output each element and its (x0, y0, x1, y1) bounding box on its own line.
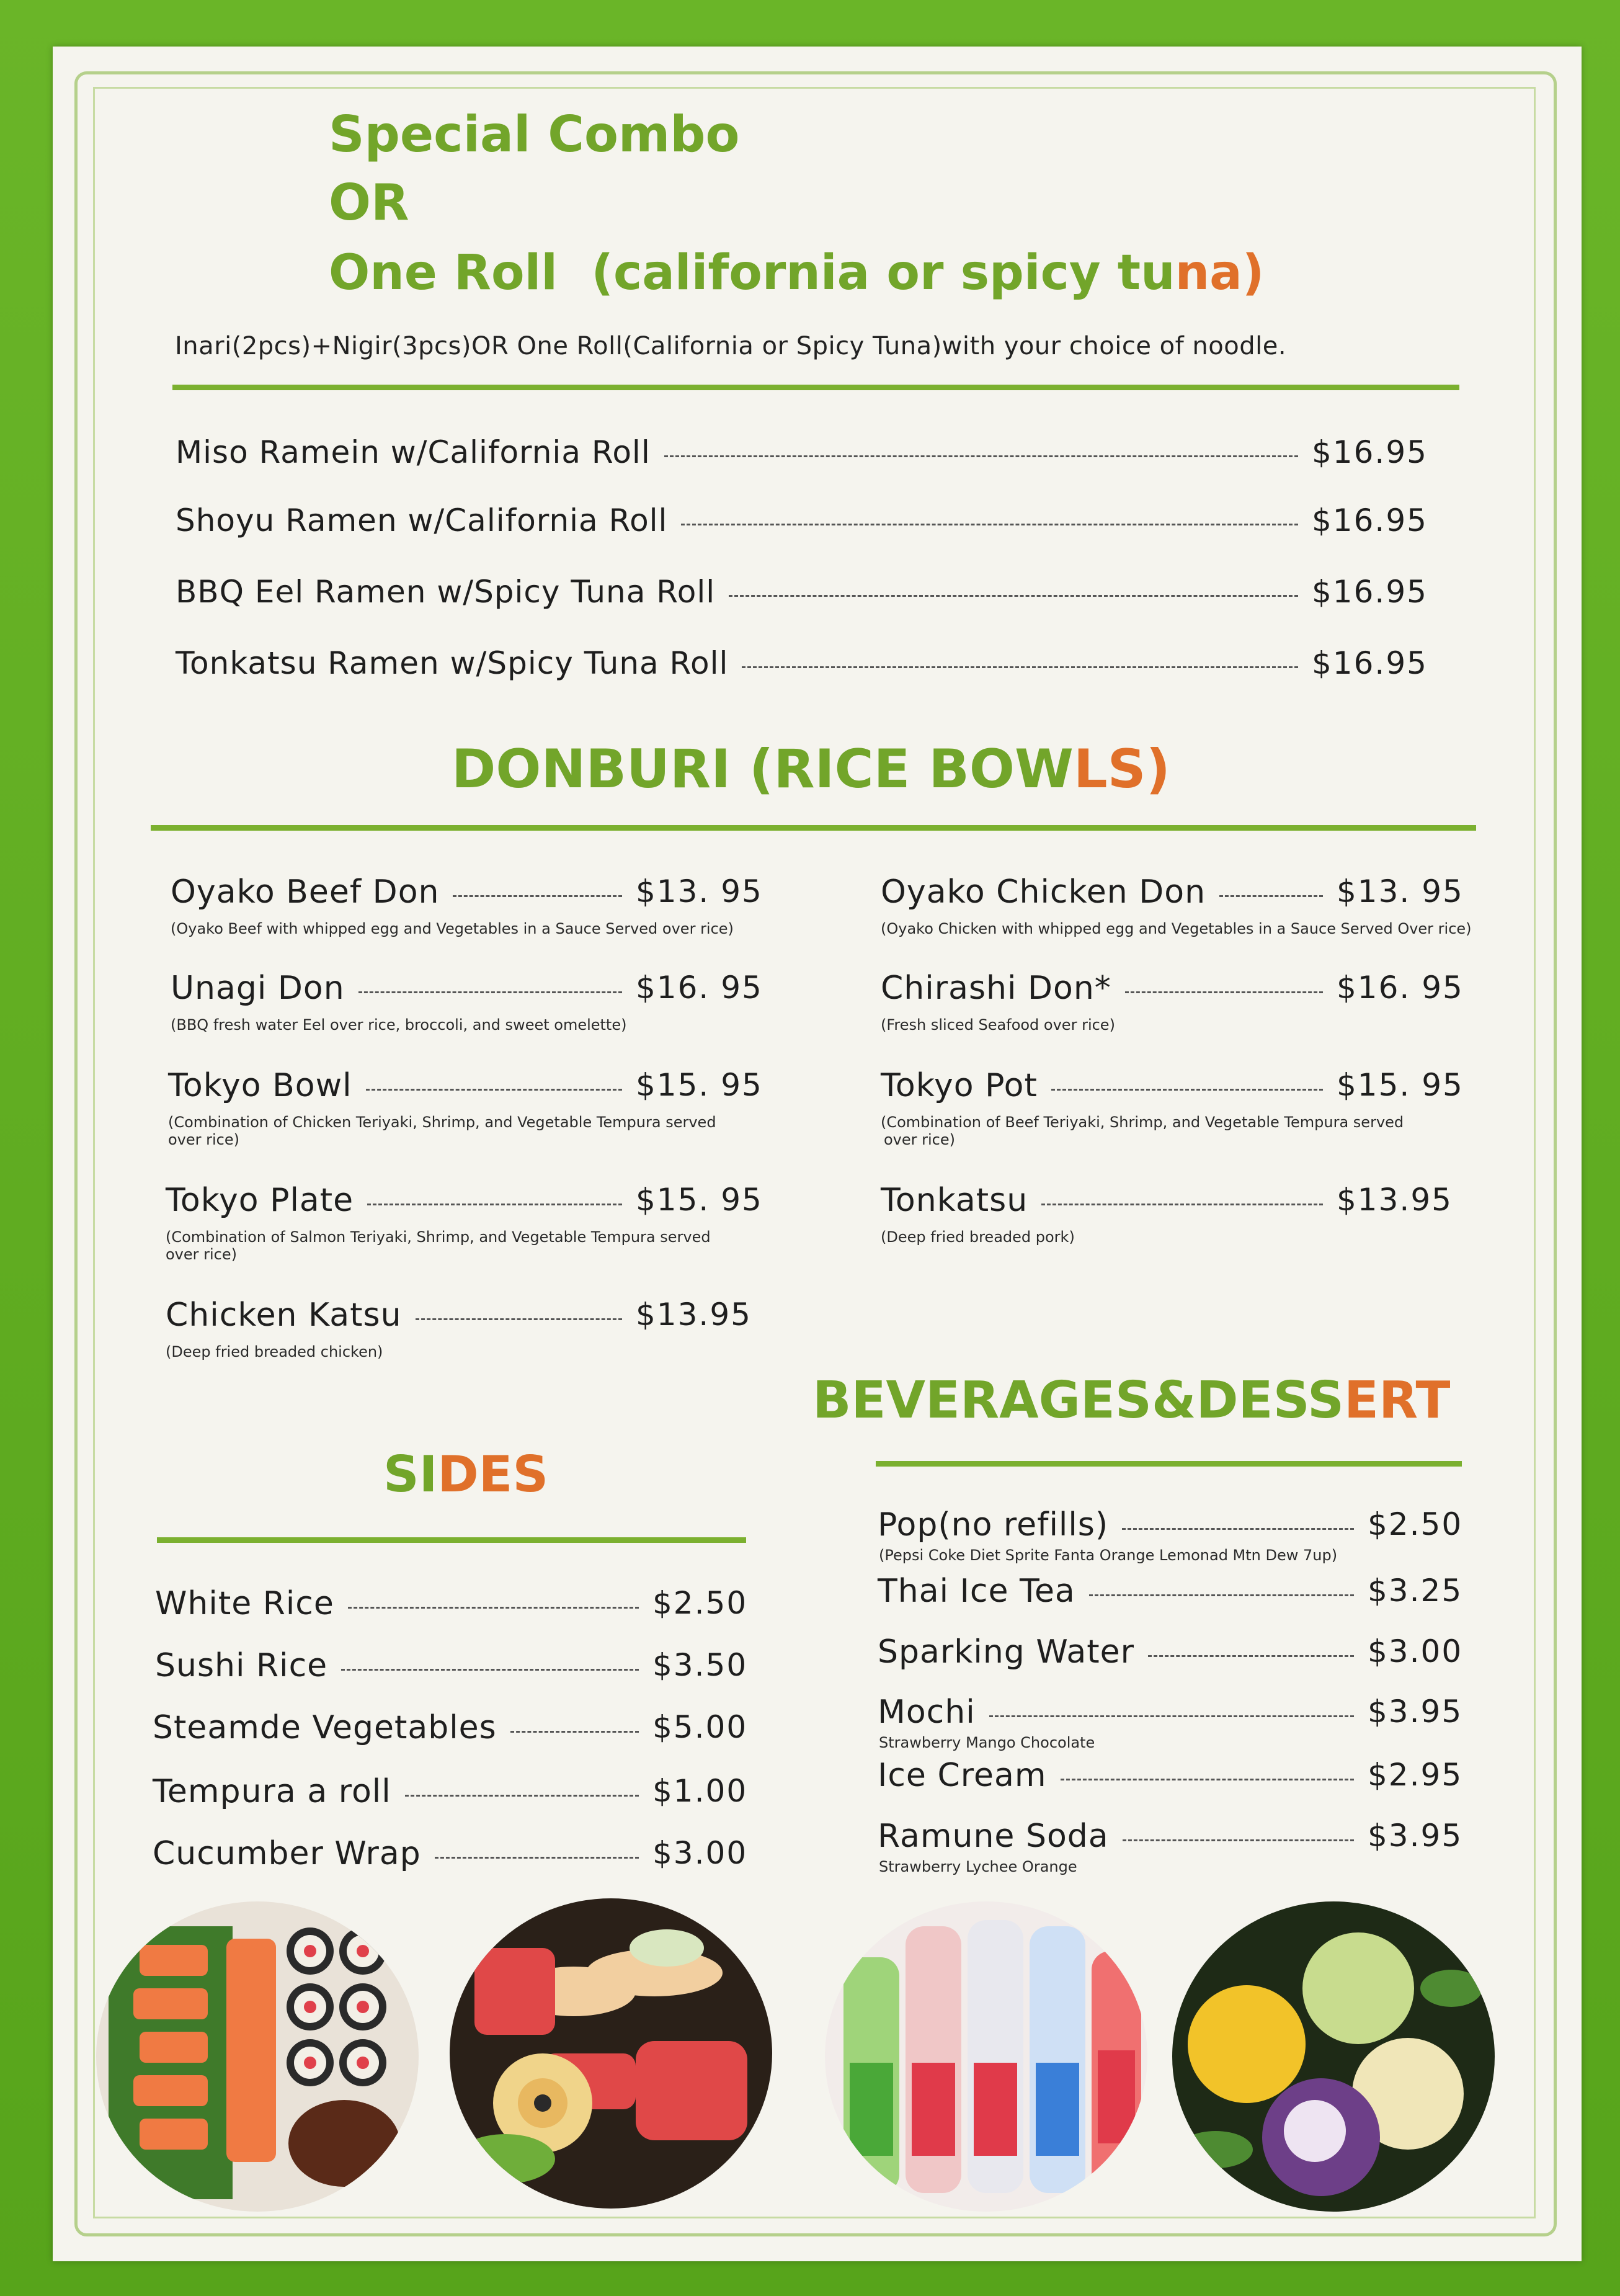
sides-item-2-name: Sushi Rice (155, 1647, 328, 1684)
donburi-left-item-2-dash-leader (358, 991, 622, 993)
donburi-right-item-1-name: Oyako Chicken Don (881, 873, 1206, 911)
beverages-item-5-name: Ice Cream (878, 1757, 1047, 1794)
sides-item-1-name: White Rice (155, 1585, 334, 1622)
donburi-right-item-4-price: $13.95 (1337, 1182, 1453, 1218)
combo-subtitle: Inari(2pcs)+Nigir(3pcs)OR One Roll(California or Spicy Tuna)with your choice of noodle. (175, 332, 1287, 360)
donburi-left-item-5-price: $13.95 (636, 1297, 752, 1333)
sushi-platter-photo (96, 1901, 419, 2212)
donburi-right-item-1-price: $13. 95 (1337, 873, 1464, 909)
sashimi-platter-photo (450, 1898, 772, 2209)
donburi-title (452, 738, 1170, 800)
donburi-left-item-2-name: Unagi Don (171, 970, 345, 1007)
donburi-left-item-5-desc: (Deep fried breaded chicken) (166, 1343, 383, 1360)
beverages-title (812, 1371, 1450, 1430)
beverages-item-6-name: Ramune Soda (878, 1818, 1109, 1855)
beverages-item-1-name: Pop(no refills) (878, 1506, 1109, 1543)
combo-item-2-price: $16.95 (1312, 503, 1428, 538)
donburi-left-item-4-desc2: over rice) (166, 1246, 238, 1263)
combo-item-2-dash-leader (681, 524, 1298, 525)
beverages-title-main: BEVERAGES&DESS (812, 1371, 1344, 1430)
donburi-right-item-2-dash-leader (1125, 991, 1323, 993)
combo-title-end: na) (1175, 245, 1265, 301)
beverages-rule (876, 1461, 1462, 1467)
donburi-left-item-3-desc: (Combination of Chicken Teriyaki, Shrimp, and Vegetable Tempura served (168, 1114, 716, 1131)
donburi-right-item-1-dash-leader (1219, 895, 1323, 897)
donburi-right-item-2-name: Chirashi Don* (881, 970, 1111, 1007)
beverages-item-2-dash-leader (1089, 1594, 1354, 1596)
beverages-item-1-dash-leader (1122, 1528, 1354, 1530)
beverages-item-5-price: $2.95 (1368, 1757, 1463, 1793)
combo-title-line2: OR (329, 174, 409, 231)
beverages-item-2-name: Thai Ice Tea (878, 1573, 1075, 1610)
sides-item-1-price: $2.50 (652, 1585, 748, 1621)
sides-item-3-dash-leader (510, 1731, 639, 1733)
ice-cream-mochi-photo (1172, 1901, 1495, 2212)
combo-item-4-price: $16.95 (1312, 645, 1428, 681)
donburi-left-item-2-price: $16. 95 (636, 970, 763, 1006)
donburi-right-item-3-price: $15. 95 (1337, 1067, 1464, 1103)
sides-item-5-name: Cucumber Wrap (153, 1835, 421, 1872)
donburi-left-item-1-name: Oyako Beef Don (171, 873, 440, 911)
combo-item-2-name: Shoyu Ramen w/California Roll (176, 503, 668, 538)
decorative-border-inner (93, 87, 1536, 2218)
combo-title-main: One Roll (california or spicy tu (329, 245, 1175, 301)
donburi-right-item-4-dash-leader (1041, 1204, 1323, 1205)
donburi-left-item-4-price: $15. 95 (636, 1182, 763, 1218)
donburi-right-item-4-desc: (Deep fried breaded pork) (881, 1228, 1075, 1246)
donburi-right-item-2-desc: (Fresh sliced Seafood over rice) (881, 1016, 1115, 1034)
beverages-title-end: ERT (1344, 1371, 1451, 1430)
beverages-item-1-price: $2.50 (1368, 1506, 1463, 1542)
beverages-item-3-dash-leader (1148, 1655, 1354, 1657)
donburi-left-item-3-desc2: over rice) (168, 1131, 240, 1148)
donburi-left-item-4-dash-leader (367, 1204, 622, 1205)
donburi-left-item-5-name: Chicken Katsu (166, 1297, 402, 1334)
beverages-item-4-name: Mochi (878, 1694, 976, 1731)
sides-item-3-price: $5.00 (652, 1709, 748, 1745)
donburi-left-item-3-dash-leader (366, 1089, 622, 1091)
donburi-left-item-1-desc: (Oyako Beef with whipped egg and Vegetables in a Sauce Served over rice) (171, 920, 734, 937)
sides-item-5-dash-leader (435, 1857, 639, 1859)
combo-title-line1: Special Combo (329, 105, 740, 163)
sides-item-5-price: $3.00 (652, 1835, 748, 1871)
beverages-item-4-dash-leader (989, 1715, 1354, 1717)
donburi-left-item-3-name: Tokyo Bowl (168, 1067, 352, 1104)
sides-item-2-dash-leader (341, 1669, 639, 1671)
combo-item-3-price: $16.95 (1312, 574, 1428, 610)
sides-item-4-name: Tempura a roll (153, 1773, 391, 1810)
combo-item-1-price: $16.95 (1312, 434, 1428, 470)
combo-item-3-dash-leader (729, 595, 1298, 597)
sides-item-2-price: $3.50 (652, 1647, 748, 1683)
donburi-left-item-5-dash-leader (416, 1318, 622, 1320)
donburi-left-item-1-price: $13. 95 (636, 873, 763, 909)
beverages-item-4-price: $3.95 (1368, 1694, 1463, 1730)
donburi-right-item-3-desc: (Combination of Beef Teriyaki, Shrimp, and Vegetable Tempura served (881, 1114, 1404, 1131)
donburi-right-item-2-price: $16. 95 (1337, 970, 1464, 1006)
sides-rule (157, 1537, 746, 1543)
sides-title (383, 1445, 548, 1503)
combo-item-3-name: BBQ Eel Ramen w/Spicy Tuna Roll (176, 574, 716, 610)
donburi-left-item-3-price: $15. 95 (636, 1067, 763, 1103)
donburi-right-item-4-name: Tonkatsu (881, 1182, 1028, 1219)
donburi-title-end: LS) (1073, 738, 1170, 800)
beverages-item-2-price: $3.25 (1368, 1573, 1463, 1609)
donburi-left-item-2-desc: (BBQ fresh water Eel over rice, broccoli, and sweet omelette) (171, 1016, 627, 1034)
beverages-item-6-price: $3.95 (1368, 1818, 1463, 1854)
beverages-item-6-dash-leader (1123, 1839, 1354, 1841)
donburi-left-item-4-desc: (Combination of Salmon Teriyaki, Shrimp, and Vegetable Tempura served (166, 1228, 711, 1246)
sides-item-1-dash-leader (348, 1607, 639, 1609)
donburi-right-item-3-desc2: over rice) (884, 1131, 956, 1148)
sides-title-end: DES (437, 1445, 549, 1503)
combo-item-4-name: Tonkatsu Ramen w/Spicy Tuna Roll (176, 645, 729, 681)
donburi-title-main: DONBURI (RICE BOW (452, 738, 1074, 800)
combo-rule (172, 385, 1459, 390)
combo-item-1-name: Miso Ramein w/California Roll (176, 434, 651, 470)
beverages-item-3-name: Sparking Water (878, 1633, 1135, 1671)
beverages-item-3-price: $3.00 (1368, 1633, 1463, 1669)
sides-item-4-price: $1.00 (652, 1773, 748, 1809)
sides-title-main: SI (383, 1445, 438, 1503)
sides-item-3-name: Steamde Vegetables (153, 1709, 497, 1746)
donburi-left-item-1-dash-leader (453, 895, 622, 897)
combo-item-4-dash-leader (742, 666, 1298, 668)
donburi-right-item-3-name: Tokyo Pot (881, 1067, 1038, 1104)
beverages-item-6-desc: Strawberry Lychee Orange (879, 1858, 1077, 1875)
combo-title-line3 (329, 245, 1264, 301)
beverages-item-5-dash-leader (1061, 1779, 1354, 1780)
donburi-right-item-1-desc: (Oyako Chicken with whipped egg and Vegetables in a Sauce Served Over rice) (881, 920, 1472, 937)
ramune-bottles-photo (825, 1901, 1147, 2212)
donburi-left-item-4-name: Tokyo Plate (166, 1182, 354, 1219)
donburi-right-item-3-dash-leader (1051, 1089, 1323, 1091)
donburi-rule (151, 825, 1476, 831)
beverages-item-1-desc: (Pepsi Coke Diet Sprite Fanta Orange Lemonad Mtn Dew 7up) (879, 1547, 1338, 1564)
beverages-item-4-desc: Strawberry Mango Chocolate (879, 1734, 1095, 1751)
combo-item-1-dash-leader (664, 455, 1298, 457)
sides-item-4-dash-leader (405, 1795, 639, 1797)
